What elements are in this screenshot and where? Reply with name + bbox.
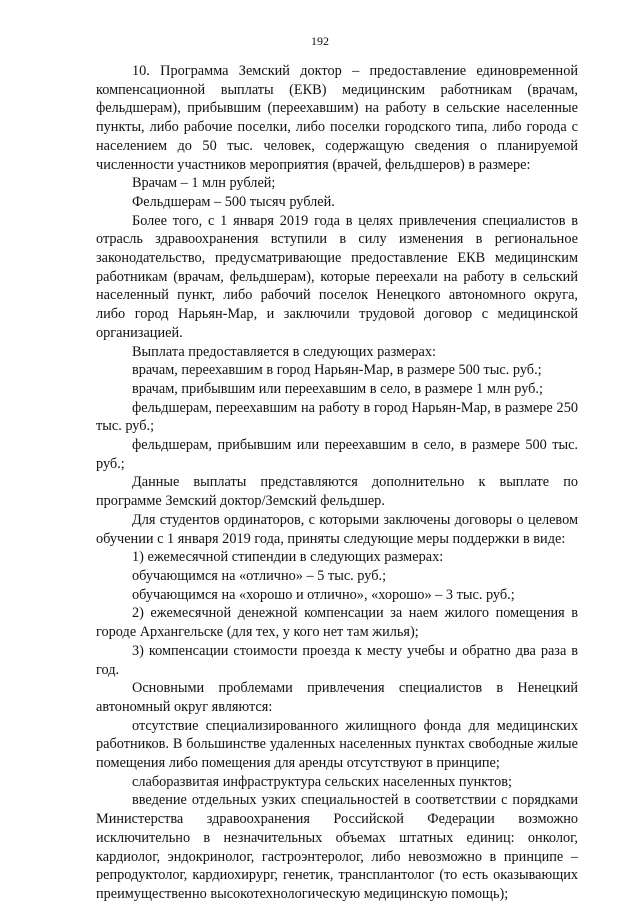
paragraph-stipend: 1) ежемесячной стипендии в следующих размерах: [132, 549, 444, 566]
paragraph-program-zemsky-doctor: 10. Программа Земский доктор – предоставление единовременной компенсационной выплаты (ЕКВ) медицинским работникам (врачам, фельдшерам), прибывшим (переехавшим) на работу в сельские населенные пункты, либо рабочие поселки, либо поселки городского типа, либо города с населением до 50 тыс. человек, содержащую сведения о планируемой численности участников мероприятия (врачей, фельдшеров) в размере: [96, 63, 578, 173]
paragraph-residents-support: Для студентов ординаторов, с которыми заключены договоры о целевом обучении с 1 января 2019 года, приняты следующие меры поддержки в виде: [96, 511, 578, 547]
paragraph-weak-infrastructure: слаборазвитая инфраструктура сельских населенных пунктов; [132, 773, 512, 790]
paragraph-main-problems: Основными проблемами привлечения специалистов в Ненецкий автономный округ являются: [96, 680, 578, 715]
paragraph-no-housing-fund: отсутствие специализированного жилищного фонда для медицинских работников. В большинстве удаленных населенных пунктах свободные жилые помещения либо помещения для аренды отсутствуют в принципе; [96, 717, 578, 772]
page-number: 192 [311, 34, 329, 48]
paragraph-stipend-excellent: обучающимся на «отлично» – 5 тыс. руб.; [132, 567, 387, 584]
paragraph-regional-legislation: Более того, с 1 января 2019 года в целях привлечения специалистов в отрасль здравоохранения вступили в силу изменения в региональное законодательство, предусматривающие предоставление ЕКВ медицинским работникам (врачам, фельдшерам), которые переехали на работу в сельский населенный пункт, либо рабочий поселок Ненецкого автономного округа, либо город Нарьян-Мар, и заключили трудовой договор с медицинской организацией. [96, 212, 578, 341]
paragraph-paramedics-amount: Фельдшерам – 500 тысяч рублей. [132, 193, 335, 210]
paragraph-paramedics-naryan-mar: фельдшерам, переехавшим на работу в город Нарьян-Мар, в размере 250 тыс. руб.; [96, 399, 578, 435]
paragraph-travel-compensation: 3) компенсации стоимости проезда к месту учебы и обратно два раза в год. [96, 642, 578, 678]
paragraph-paramedics-village: фельдшерам, прибывшим или переехавшим в село, в размере 500 тыс. руб.; [96, 437, 578, 472]
paragraph-doctors-village: врачам, прибывшим или переехавшим в село, в размере 1 млн руб.; [132, 380, 543, 397]
paragraph-additional-payments: Данные выплаты представляются дополнительно к выплате по программе Земский доктор/Земский фельдшер. [96, 474, 578, 510]
document-body [96, 62, 578, 904]
paragraph-stipend-good: обучающимся на «хорошо и отлично», «хорошо» – 3 тыс. руб.; [132, 586, 515, 603]
paragraph-housing-compensation: 2) ежемесячной денежной компенсации за наем жилого помещения в городе Архангельске (для тех, у кого нет там жилья); [96, 605, 578, 641]
paragraph-doctors-naryan-mar: врачам, переехавшим в город Нарьян-Мар, в размере 500 тыс. руб.; [132, 362, 542, 379]
paragraph-payment-sizes-intro: Выплата предоставляется в следующих размерах: [132, 343, 437, 360]
paragraph-narrow-specialties: введение отдельных узких специальностей в соответствии с порядками Министерства здравоохранения Российской Федерации возможно исключительно в незначительных объемах штатных единиц: онколог, кардиолог, эндокринолог, гастроэнтеролог, либо невозможно в принципе – репродуктолог, кардиохирург, генетик, трансплантолог (то есть оказывающих преимущественно высокотехнологическую медицинскую помощь); [96, 792, 578, 902]
paragraph-doctors-amount: Врачам – 1 млн рублей; [132, 175, 276, 192]
